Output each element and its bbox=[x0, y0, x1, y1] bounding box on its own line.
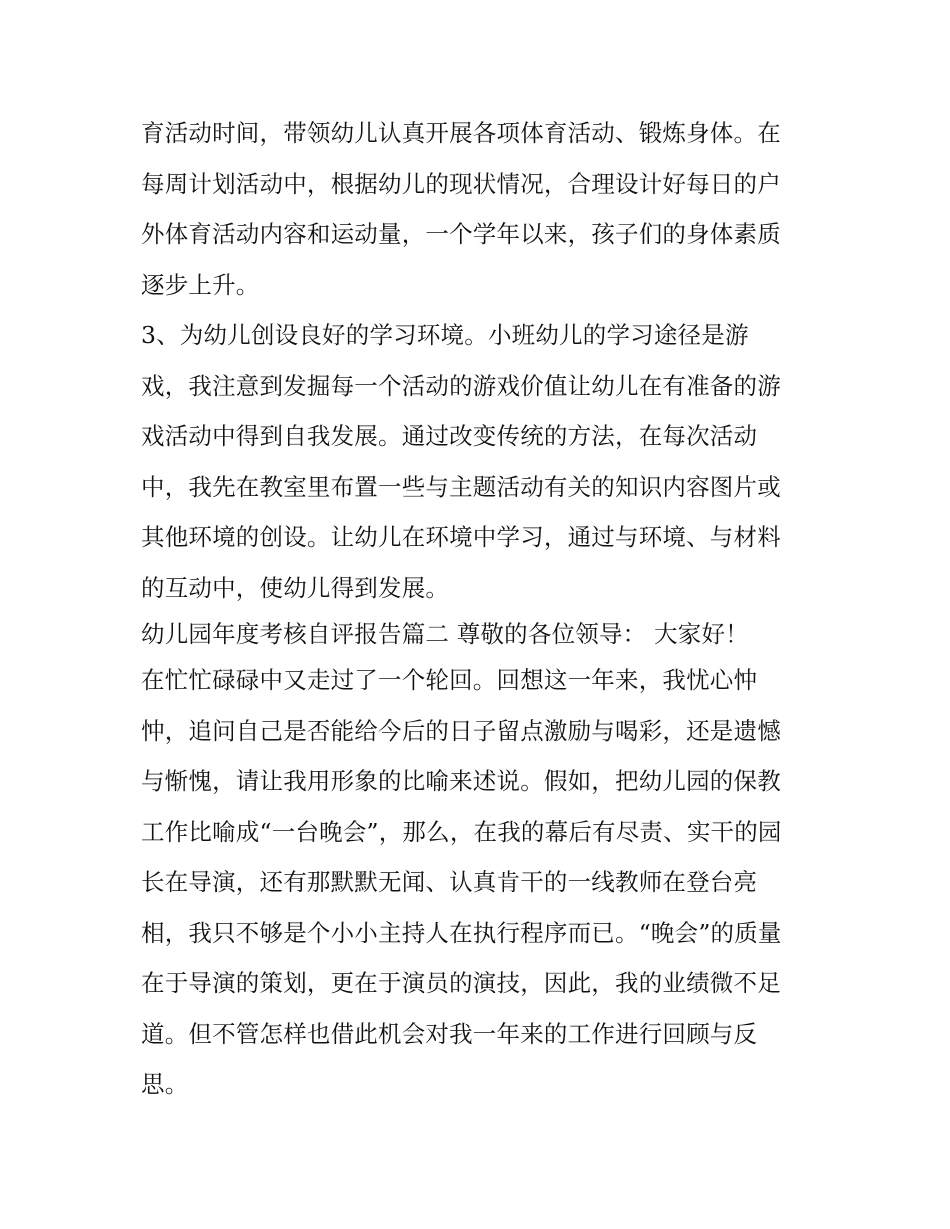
text-line: 中，我先在教室里布置一些与主题活动有关的知识内容图片或 bbox=[141, 472, 781, 501]
text-line: 戏，我注意到发掘每一个活动的游戏价值让幼儿在有准备的游 bbox=[141, 371, 781, 400]
text-line: 长在导演，还有那默默无闻、认真肯干的一线教师在登台亮 bbox=[141, 868, 758, 896]
text-line: 每周计划活动中，根据幼儿的现状情况，合理设计好每日的户 bbox=[141, 169, 781, 198]
text-line: 忡，追问自己是否能给今后的日子留点激励与喝彩，还是遗憾 bbox=[141, 716, 781, 745]
text-line: 的互动中，使幼儿得到发展。 bbox=[141, 573, 450, 602]
text-line: 育活动时间，带领幼儿认真开展各项体育活动、锻炼身体。在 bbox=[141, 119, 781, 147]
text-line: 逐步上升。 bbox=[141, 270, 260, 299]
text-line: 思。 bbox=[141, 1070, 189, 1098]
document-body bbox=[141, 108, 821, 1110]
text-line: 戏活动中得到自我发展。通过改变传统的方法，在每次活动 bbox=[141, 422, 758, 450]
text-line: 其他环境的创设。让幼儿在环境中学习，通过与环境、与材料 bbox=[141, 523, 781, 551]
text-line: 3、为幼儿创设良好的学习环境。小班幼儿的学习途径是游 bbox=[141, 321, 749, 349]
text-line: 相，我只不够是个小小主持人在执行程序而已。“晚会”的质量 bbox=[141, 918, 782, 947]
text-line: 与惭愧，请让我用形象的比喻来述说。假如，把幼儿园的保教 bbox=[141, 767, 781, 795]
text-line: 工作比喻成“一台晚会”，那么，在我的幕后有尽责、实干的园 bbox=[141, 817, 782, 846]
text-line: 在忙忙碌碌中又走过了一个轮回。回想这一年来，我忧心忡 bbox=[141, 666, 758, 694]
text-line: 道。但不管怎样也借此机会对我一年来的工作进行回顾与反 bbox=[141, 1019, 758, 1048]
text-line: 外体育活动内容和运动量，一个学年以来，孩子们的身体素质 bbox=[141, 220, 781, 248]
section-heading-line: 幼儿园年度考核自评报告篇二 尊敬的各位领导： 大家好！ bbox=[141, 620, 749, 648]
text-line: 在于导演的策划，更在于演员的演技，因此，我的业绩微不足 bbox=[141, 969, 781, 997]
